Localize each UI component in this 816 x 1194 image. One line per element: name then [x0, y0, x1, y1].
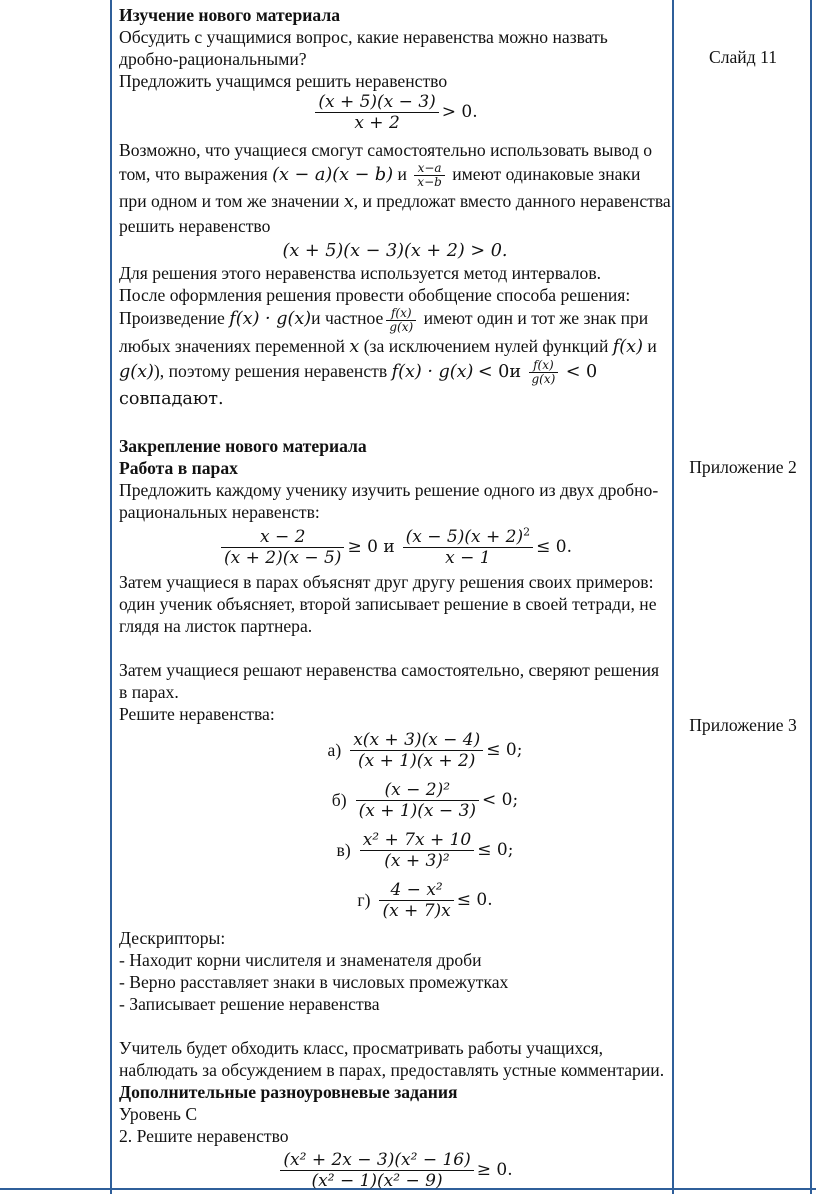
pair-ineq-2-relation: ≤ 0. [536, 537, 572, 558]
generalization-statement [119, 306, 671, 411]
conjunction-and-2: и [647, 335, 657, 356]
exercise-d [179, 875, 671, 925]
independent-work-text: Затем учащиеся решают неравенства самостоятельно, сверяют решения в парах. [119, 660, 660, 703]
inequality-1-denominator: x + 2 [354, 113, 400, 133]
lesson-content [119, 4, 671, 1193]
pair-work-task: Предложить каждому ученику изучить решение одного из двух дробно-рациональных неравенств: [119, 480, 659, 523]
task-2-text: 2. Решите неравенство [119, 1126, 289, 1147]
exercise-a-label: а) [327, 740, 342, 761]
paragraph-signs-text-b: имеют одинаковые знаки при одном и том же значении [119, 164, 641, 212]
paragraph-signs-text-a: Возможно, что учащиеся смогут самостоятельно использовать вывод о том, что выражения [119, 140, 653, 184]
solve-task: Решите неравенства: [119, 704, 275, 725]
exercise-b-numerator: (x − 2)² [356, 780, 479, 801]
pair-ineq-1-relation: ≥ 0 и [347, 537, 395, 558]
quotient-numerator: f(x) [386, 307, 416, 321]
generalization-text: После оформления решения провести обобщение способа решения: [119, 285, 631, 306]
final-numerator: (x² + 2x − 3)(x² − 16) [280, 1150, 473, 1171]
exercise-a-relation: ≤ 0; [486, 740, 523, 761]
exercise-c-numerator: x² + 7x + 10 [360, 830, 475, 851]
appendix-2-reference: Приложение 2 [689, 457, 797, 477]
exercise-a-numerator: x(x + 3)(x − 4) [350, 730, 483, 751]
task-text: Предложить учащимся решить неравенство [119, 71, 448, 91]
exercise-c-relation: ≤ 0; [477, 840, 514, 861]
generalization-text-g: < 0и [477, 361, 522, 382]
pair-explanation: Затем учащиеся в парах объяснят друг другу решения своих примеров: один ученик объясняет, второй записывает решение в своей тетради, не глядя на листок партнера. [119, 572, 657, 637]
pair-ineq-1-numerator: x − 2 [221, 527, 344, 548]
function-g: g(x) [119, 361, 154, 382]
pair-ineq-2-numerator: (x − 5)(x + 2) [405, 526, 524, 547]
expression-product: (x − a)(x − b) [272, 165, 394, 185]
conjunction-and: и [397, 164, 407, 184]
table-border-left [110, 0, 112, 1194]
descriptors-title: Дескрипторы: [119, 928, 226, 949]
level-label: Уровень С [119, 1104, 198, 1125]
inequality-1 [119, 92, 671, 138]
paragraph-signs-text-c: , и предложат вместо данного неравенства решить неравенство [119, 191, 671, 237]
small-fraction-denominator: x−b [417, 175, 442, 190]
generalization-text-b: и частное [311, 308, 384, 329]
variable-x: x [343, 192, 354, 213]
exercise-list [119, 725, 671, 925]
variable-x-2: x [349, 336, 360, 357]
exercise-c-label: в) [336, 840, 351, 861]
product-fg-2: f(x) · g(x) [391, 361, 474, 382]
exercise-d-label: г) [357, 890, 371, 911]
inequality-1-relation: > 0. [441, 102, 478, 122]
exercise-c-denominator: (x + 3)² [384, 850, 450, 871]
teacher-actions: Учитель будет обходить класс, просматривать работы учащихся, наблюдать за обсуждением в парах, предоставлять устные комментарии. [119, 1038, 665, 1081]
section-heading-new-material: Изучение нового материала [119, 5, 341, 25]
exercise-a-denominator: (x + 1)(x + 2) [358, 750, 476, 771]
descriptor-item: - Находит корни числителя и знаменателя дроби [119, 950, 482, 971]
generalization-text-d: (за исключением нулей функций [363, 335, 609, 356]
descriptor-item: - Записывает решение неравенства [119, 994, 380, 1015]
extra-tasks-heading: Дополнительные разноуровневые задания [119, 1082, 458, 1103]
interval-method-text: Для решения этого неравенства используется метод интервалов. [119, 263, 602, 284]
generalization-text-f: ), поэтому решения неравенств [153, 360, 388, 381]
quotient-denominator-2: g(x) [531, 372, 556, 387]
exercise-b-label: б) [331, 790, 347, 811]
final-denominator: (x² − 1)(x² − 9) [311, 1170, 443, 1191]
final-relation: ≥ 0. [476, 1160, 513, 1181]
descriptor-item: - Верно расставляет знаки в числовых промежутках [119, 972, 509, 993]
generalization-text-a: Произведение [119, 308, 225, 329]
exercise-b [179, 775, 671, 825]
exercise-d-relation: ≤ 0. [456, 890, 493, 911]
product-fg: f(x) · g(x) [229, 309, 312, 330]
subheading-pair-work: Работа в парах [119, 458, 238, 479]
function-f: f(x) [612, 336, 643, 357]
table-border-right [810, 0, 812, 1194]
small-fraction-numerator: x−a [414, 162, 445, 176]
final-inequality [119, 1147, 671, 1193]
exercise-c [179, 825, 671, 875]
appendix-3-reference: Приложение 3 [689, 715, 797, 735]
generalization-text-h: < 0 совпадают. [119, 361, 598, 410]
quotient-numerator-2: f(x) [529, 359, 559, 373]
paragraph-signs [119, 138, 671, 238]
inequality-2: (x + 5)(x − 3)(x + 2) > 0. [282, 241, 508, 262]
pair-ineq-2-exponent: 2 [523, 525, 531, 539]
section-heading-reinforcement: Закрепление нового материала [119, 436, 367, 457]
generalization-text-c: имеют один и тот же знак при любых значениях переменной [119, 308, 649, 356]
inequality-1-numerator: (x + 5)(x − 3) [315, 92, 438, 113]
exercise-d-denominator: (x + 7)x [382, 900, 451, 921]
table-border-middle [672, 0, 674, 1194]
exercise-a [179, 725, 671, 775]
pair-inequalities [119, 523, 671, 571]
exercise-b-denominator: (x + 1)(x − 3) [358, 800, 477, 821]
discussion-question: Обсудить с учащимися вопрос, какие неравенства можно назвать дробно-рациональными? [119, 27, 608, 69]
quotient-denominator: g(x) [389, 319, 414, 334]
exercise-b-relation: < 0; [482, 790, 519, 811]
slide-reference: Слайд 11 [708, 47, 778, 67]
pair-ineq-2-denominator: x − 1 [445, 547, 491, 568]
pair-ineq-1-denominator: (x + 2)(x − 5) [224, 547, 342, 568]
exercise-d-numerator: 4 − x² [379, 880, 453, 901]
